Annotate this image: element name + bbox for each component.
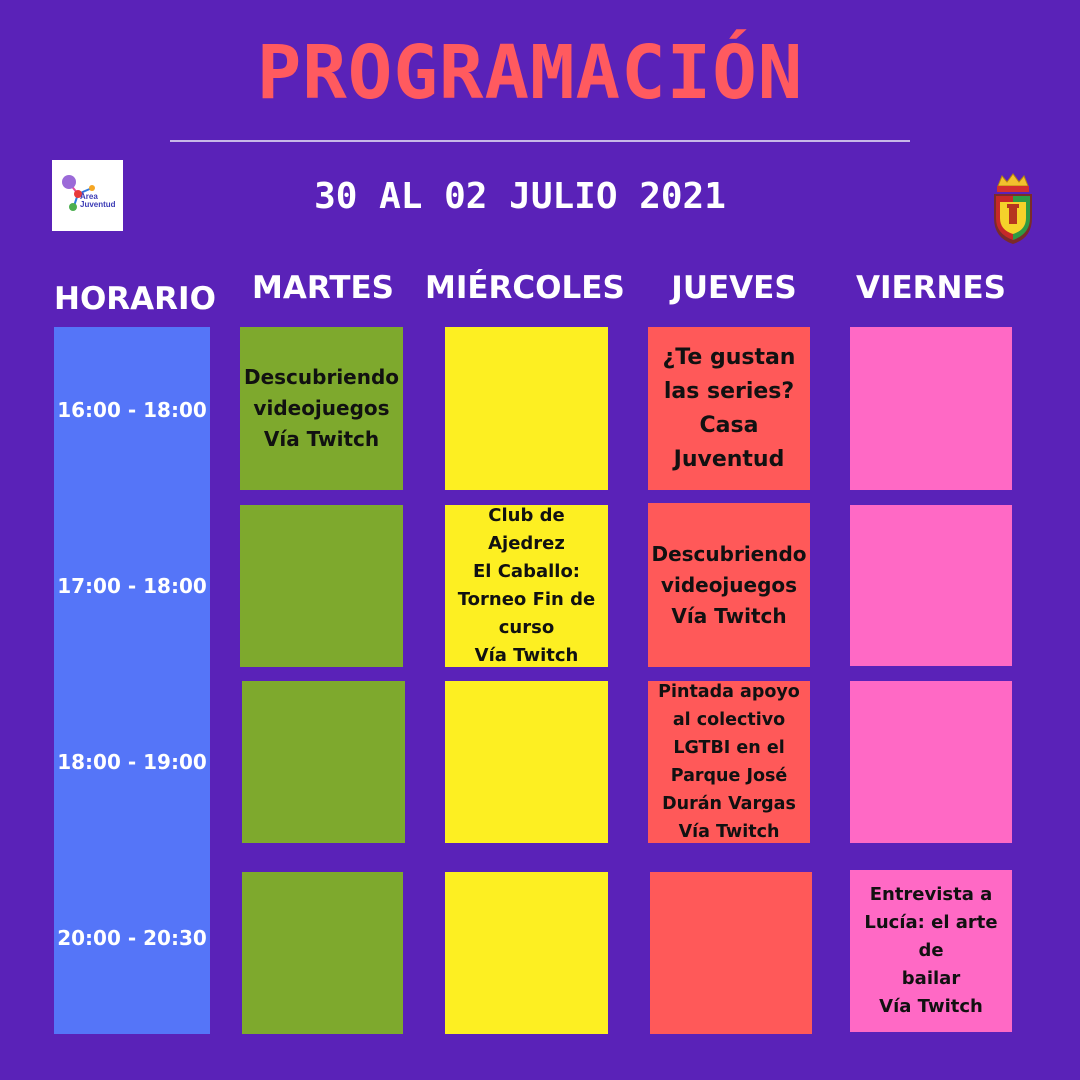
cell-jueves-4 [650, 872, 812, 1034]
cell-miercoles-1 [445, 327, 608, 490]
cell-jueves-2: Descubriendo videojuegos Vía Twitch [648, 503, 810, 667]
header-horario: HORARIO [54, 281, 216, 317]
logo-text: Área Juventud [80, 192, 116, 209]
cell-viernes-2 [850, 505, 1012, 666]
cell-viernes-4: Entrevista a Lucía: el arte de bailar Vía Twitch [850, 870, 1012, 1032]
cell-jueves-3: Pintada apoyo al colectivo LGTBI en el Parque José Durán Vargas Vía Twitch [648, 681, 810, 843]
time-slot-2: 17:00 - 18:00 [57, 574, 207, 598]
title-divider [170, 140, 910, 142]
cell-martes-1: Descubriendo videojuegos Vía Twitch [240, 327, 403, 490]
crest-icon [990, 172, 1036, 246]
date-range: 30 AL 02 JULIO 2021 [314, 176, 726, 217]
cell-viernes-1 [850, 327, 1012, 490]
cell-viernes-3 [850, 681, 1012, 843]
time-slot-1: 16:00 - 18:00 [57, 398, 207, 422]
cell-miercoles-2: Club de Ajedrez El Caballo: Torneo Fin de curso Vía Twitch [445, 505, 608, 667]
area-juventud-logo [52, 160, 123, 231]
cell-martes-2 [240, 505, 403, 667]
time-slot-3: 18:00 - 19:00 [57, 750, 207, 774]
cell-miercoles-4 [445, 872, 608, 1034]
time-slot-4: 20:00 - 20:30 [57, 926, 207, 950]
header-miercoles: MIÉRCOLES [425, 270, 625, 306]
cell-martes-4 [242, 872, 403, 1034]
cell-jueves-1: ¿Te gustan las series? Casa Juventud [648, 327, 810, 490]
cell-martes-3 [242, 681, 405, 843]
header-jueves: JUEVES [671, 270, 797, 306]
header-martes: MARTES [252, 270, 394, 306]
page-title: PROGRAMACIÓN [256, 30, 804, 116]
cell-miercoles-3 [445, 681, 608, 843]
header-viernes: VIERNES [855, 270, 1007, 306]
